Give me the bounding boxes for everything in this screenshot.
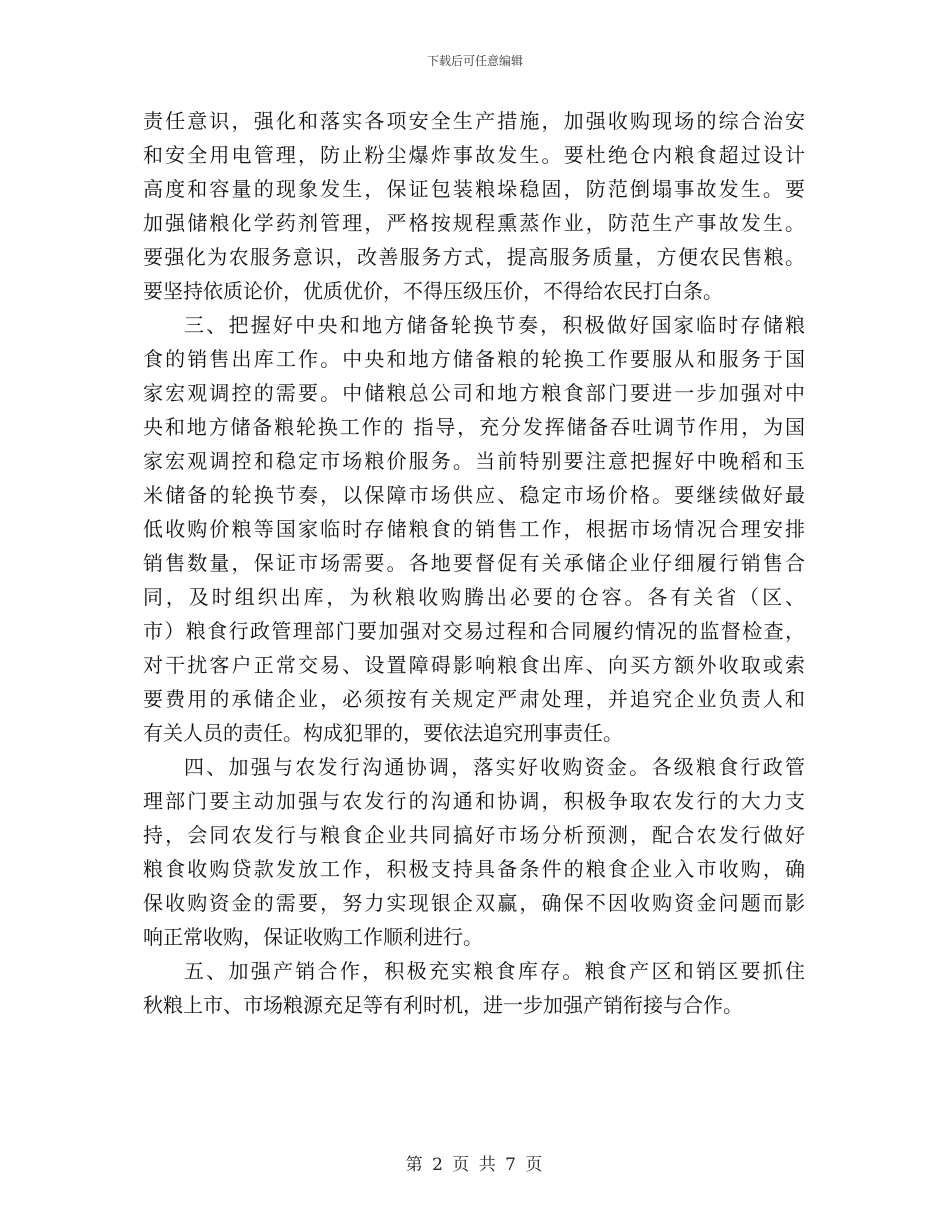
paragraph [143,308,805,750]
text-line: 要费用的承储企业，必须按有关规定严肃处理，并追究企业负责人和 [143,687,805,711]
text-line: 对干扰客户正常交易、设置障碍影响粮食出库、向买方额外收取或索 [143,653,805,677]
text-line: 加强储粮化学药剂管理，严格按规程熏蒸作业，防范生产事故发生。 [143,211,805,235]
text-line: 和安全用电管理，防止粉尘爆炸事故发生。要杜绝仓内粮食超过设计 [143,143,805,167]
text-line: 三、把握好中央和地方储备轮换节奏，积极做好国家临时存储粮 [184,313,805,337]
text-line: 五、加强产销合作，积极充实粮食库存。粮食产区和销区要抓住 [184,959,805,983]
text-line: 四、加强与农发行沟通协调，落实好收购资金。各级粮食行政管 [184,755,805,779]
text-line: 秋粮上市、市场粮源充足等有利时机，进一步加强产销衔接与合作。 [143,993,743,1017]
text-line: 保收购资金的需要，努力实现银企双赢，确保不因收购资金问题而影 [143,891,805,915]
text-line: 市）粮食行政管理部门要加强对交易过程和合同履约情况的监督检查， [143,619,805,643]
page-number-footer: 第 2 页 共 7 页 [405,1155,545,1175]
text-line: 要强化为农服务意识，改善服务方式，提高服务质量，方便农民售粮。 [143,245,805,269]
text-line: 家宏观调控和稳定市场粮价服务。当前特别要注意把握好中晚稻和玉 [143,449,805,473]
text-line: 持，会同农发行与粮食企业共同搞好市场分析预测，配合农发行做好 [143,823,805,847]
page-header: 下载后可任意编辑 [426,54,523,68]
text-line: 同，及时组织出库，为秋粮收购腾出必要的仓容。各有关省（区、 [143,585,805,609]
text-line: 责任意识，强化和落实各项安全生产措施，加强收购现场的综合治安 [143,109,805,133]
text-line: 家宏观调控的需要。中储粮总公司和地方粮食部门要进一步加强对中 [143,381,805,405]
text-line: 米储备的轮换节奏，以保障市场供应、稳定市场价格。要继续做好最 [143,483,805,507]
text-line: 低收购价粮等国家临时存储粮食的销售工作，根据市场情况合理安排 [143,517,805,541]
text-line: 有关人员的责任。构成犯罪的，要依法追究刑事责任。 [143,721,623,745]
text-line: 要坚持依质论价，优质优价，不得压级压价，不得给农民打白条。 [143,279,723,303]
document-body [143,104,805,1022]
text-line: 央和地方储备粮轮换工作的 指导，充分发挥储备吞吐调节作用，为国 [143,415,805,439]
text-line: 粮食收购贷款发放工作，积极支持具备条件的粮食企业入市收购，确 [143,857,805,881]
text-line: 高度和容量的现象发生，保证包装粮垛稳固，防范倒塌事故发生。要 [143,177,805,201]
paragraph [143,750,805,954]
text-line: 响正常收购，保证收购工作顺利进行。 [143,925,483,949]
paragraph [143,954,805,1022]
text-line: 食的销售出库工作。中央和地方储备粮的轮换工作要服从和服务于国 [143,347,805,371]
text-line: 理部门要主动加强与农发行的沟通和协调，积极争取农发行的大力支 [143,789,805,813]
paragraph [143,104,805,308]
text-line: 销售数量，保证市场需要。各地要督促有关承储企业仔细履行销售合 [143,551,805,575]
